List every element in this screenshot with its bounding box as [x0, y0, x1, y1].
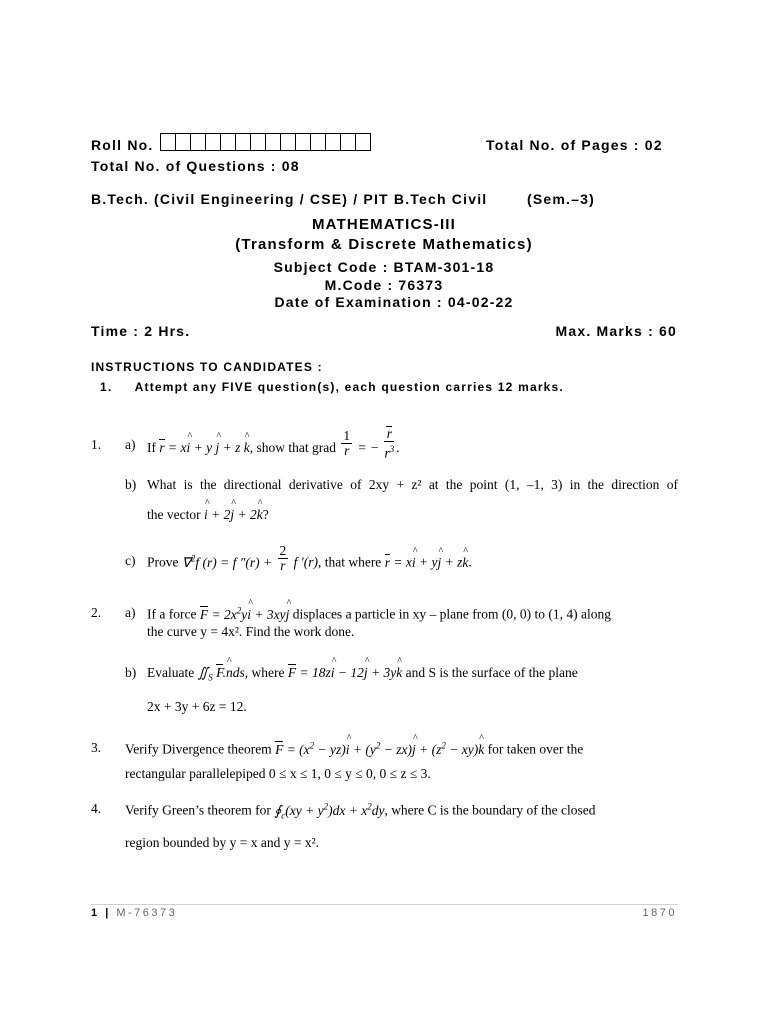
question-3-text: Verify Divergence theorem $F = (x^2$ − yz)^ $i + (y^2$ − zx)^ $j + (z^2$ − xy)^ k for taken over the	[125, 740, 678, 758]
footer-left: 1 | M-76373	[91, 907, 178, 919]
exam-time: Time : 2 Hrs.	[91, 323, 191, 339]
max-marks: Max. Marks : 60	[555, 323, 677, 339]
total-questions: Total No. of Questions : 08	[91, 158, 300, 174]
roll-no-boxes	[161, 133, 371, 151]
roll-no-box	[220, 133, 236, 151]
question-1c-text: Prove ∇$^2$f (r) = f ″(r) + $\frac{2}{r}$ f ′(r), that where r = x^ i + y^ j + z^ k.	[147, 553, 472, 573]
course-name: B.Tech. (Civil Engineering / CSE) / PIT B.Tech Civil	[91, 191, 488, 207]
roll-no-box	[295, 133, 311, 151]
part-label: b)	[125, 665, 137, 680]
question-2b-text-line2: 2x + 3y + 6z = 12.	[147, 699, 247, 714]
subject-subtitle: (Transform & Discrete Mathematics)	[235, 236, 533, 253]
instruction-text: Attempt any FIVE question(s), each question carries 12 marks.	[134, 380, 564, 394]
m-code: M.Code : 76373	[324, 277, 444, 293]
exam-date: Date of Examination : 04-02-22	[274, 294, 514, 310]
question-4-text-line2: region bounded by y = x and y = x².	[125, 835, 319, 850]
semester: (Sem.–3)	[527, 191, 595, 207]
question-number: 3.	[91, 740, 102, 755]
roll-no-box	[280, 133, 296, 151]
instruction-item	[100, 380, 564, 394]
roll-no-box	[265, 133, 281, 151]
math-expression: r = x^ i + y ^ j + z ^ k	[159, 440, 249, 455]
footer-code: M-76373	[116, 907, 178, 919]
part-label: c)	[125, 553, 136, 568]
question-number: 4.	[91, 801, 102, 816]
part-label: a)	[125, 605, 136, 620]
subject-code: Subject Code : BTAM-301-18	[273, 259, 495, 275]
question-1b-text-line2: the vector ^ i + 2^ j + 2^ k?	[147, 507, 269, 523]
footer-divider	[91, 904, 678, 905]
roll-no-box	[355, 133, 371, 151]
roll-no-box	[235, 133, 251, 151]
math-fraction: $\frac{2}{r}$	[279, 542, 287, 573]
question-number: 1.	[91, 437, 102, 452]
math-fraction: $\frac{r}{r^3}$	[384, 426, 395, 461]
question-2a-text-line2: the curve y = 4x². Find the work done.	[147, 624, 355, 639]
footer-right: 1870	[642, 907, 677, 919]
question-2a-text: If a force $F = 2x^2y\^{}$ i + 3xy^ j displaces a particle in xy – plane from (0, 0) to (1, 4) along	[147, 605, 678, 623]
math-fraction: $\frac{1}{r}$	[343, 428, 351, 459]
roll-no-box	[310, 133, 326, 151]
total-pages: Total No. of Pages : 02	[486, 137, 663, 153]
question-3-text-line2: rectangular parallelepiped 0 ≤ x ≤ 1, 0 ≤ y ≤ 0, 0 ≤ z ≤ 3.	[125, 766, 431, 781]
question-1a-text: If r = x^ i + y ^ j + z ^ k, show that grad $\frac{1}{r}$ = − $\frac{r}{r^3}$ .	[147, 437, 400, 461]
part-label: b)	[125, 477, 137, 492]
footer-page-number: 1	[91, 907, 100, 919]
roll-no-box	[325, 133, 341, 151]
question-2b-text: Evaluate $∬_S$ F.^ nds, where F = 18z^ i − 12^ j + 3y^ k and S is the surface of the plane	[147, 665, 678, 683]
subject-title: MATHEMATICS-III	[311, 216, 457, 233]
question-4-text: Verify Green’s theorem for $∮_c(xy + y^2)dx + x^2dy$, where C is the boundary of the closed	[125, 801, 596, 821]
question-number: 2.	[91, 605, 102, 620]
roll-no-label: Roll No.	[91, 137, 154, 153]
question-1b-text: What is the directional derivative of 2xy + z² at the point (1, –1, 3) in the direction of	[147, 477, 678, 492]
roll-no-box	[205, 133, 221, 151]
roll-no-box	[175, 133, 191, 151]
part-label: a)	[125, 437, 136, 452]
instructions-heading: INSTRUCTIONS TO CANDIDATES :	[91, 360, 323, 374]
roll-no-box	[250, 133, 266, 151]
roll-no-box	[340, 133, 356, 151]
roll-no-box	[160, 133, 176, 151]
roll-no-box	[190, 133, 206, 151]
instruction-number: 1.	[100, 380, 113, 394]
